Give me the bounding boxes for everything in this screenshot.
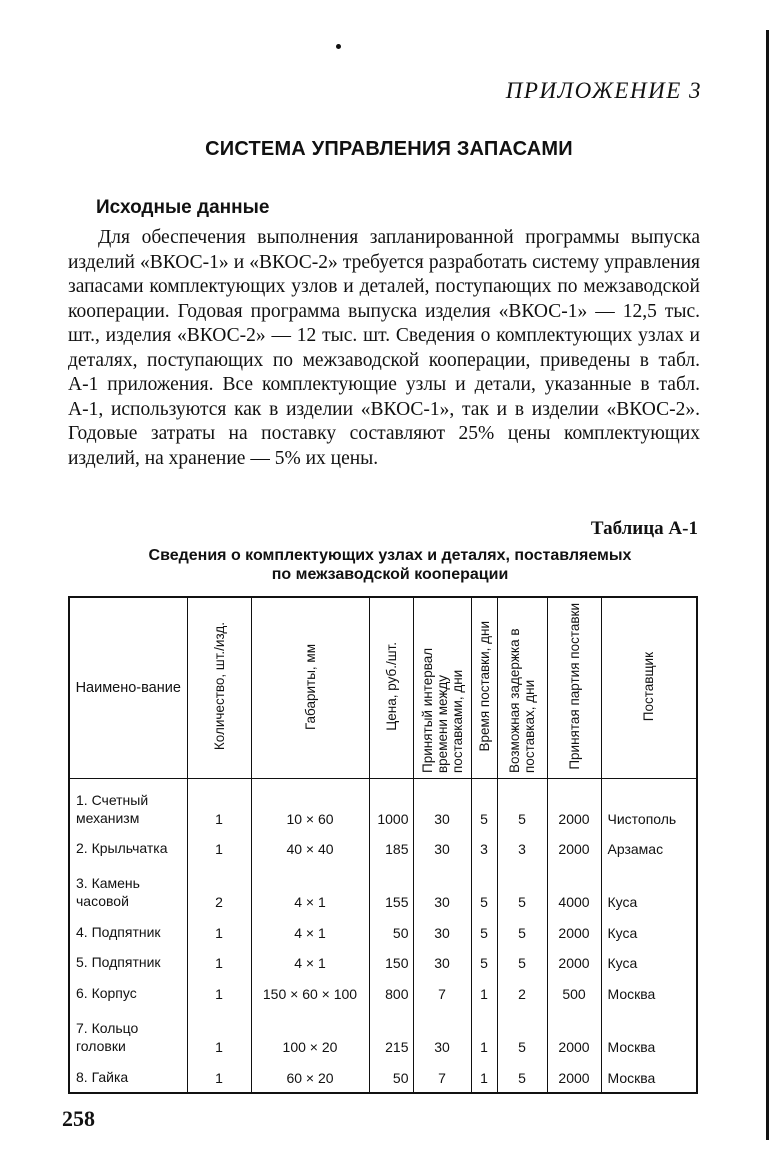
cell-dims: 60 × 20 bbox=[251, 1061, 369, 1093]
cell-price: 50 bbox=[369, 916, 413, 946]
table-row bbox=[69, 977, 697, 1007]
cell-price: 185 bbox=[369, 833, 413, 863]
table-caption-line-2: по межзаводской кооперации bbox=[271, 566, 509, 583]
header-interval-text: Принятый интервал времени между поставками, дни bbox=[419, 647, 465, 773]
cell-supplier: Москва bbox=[601, 1008, 697, 1061]
cell-lead: 5 bbox=[471, 916, 497, 946]
header-lead bbox=[471, 597, 497, 779]
cell-name: 5. Подпятник bbox=[69, 947, 187, 977]
cell-qty: 1 bbox=[187, 916, 251, 946]
cell-dims: 40 × 40 bbox=[251, 833, 369, 863]
page-number: 258 bbox=[62, 1106, 95, 1131]
cell-price: 1000 bbox=[369, 779, 413, 833]
cell-lead: 5 bbox=[471, 779, 497, 833]
cell-lead: 3 bbox=[471, 833, 497, 863]
cell-delay: 2 bbox=[497, 977, 547, 1007]
cell-delay: 3 bbox=[497, 833, 547, 863]
cell-dims: 4 × 1 bbox=[251, 916, 369, 946]
cell-interval: 7 bbox=[413, 977, 471, 1007]
header-dims-text: Габариты, мм bbox=[302, 643, 318, 730]
cell-qty: 1 bbox=[187, 1061, 251, 1093]
header-delay bbox=[497, 597, 547, 779]
cell-price: 50 bbox=[369, 1061, 413, 1093]
cell-delay: 5 bbox=[497, 947, 547, 977]
page-edge-line bbox=[766, 30, 769, 1140]
header-supplier bbox=[601, 597, 697, 779]
cell-lot: 4000 bbox=[547, 863, 601, 916]
cell-name: 1. Счетный механизм bbox=[69, 779, 187, 833]
cell-supplier: Москва bbox=[601, 977, 697, 1007]
table-caption-line-1: Сведения о комплектующих узлах и деталях, поставляемых bbox=[148, 547, 632, 564]
cell-dims: 4 × 1 bbox=[251, 947, 369, 977]
cell-dims: 4 × 1 bbox=[251, 863, 369, 916]
cell-price: 155 bbox=[369, 863, 413, 916]
cell-supplier: Арзамас bbox=[601, 833, 697, 863]
header-qty bbox=[187, 597, 251, 779]
header-qty-text: Количество, шт./изд. bbox=[211, 622, 227, 751]
appendix-header: ПРИЛОЖЕНИЕ 3 bbox=[505, 78, 702, 103]
header-name: Наимено-вание bbox=[69, 597, 187, 779]
cell-interval: 30 bbox=[413, 833, 471, 863]
table-label: Таблица А-1 bbox=[590, 518, 698, 539]
cell-price: 150 bbox=[369, 947, 413, 977]
body-paragraph: Для обеспечения выполнения запланированной программы выпуска изделий «ВКОС-1» и «ВКОС-2» требуется разработать систему управления запасами комплектующих узлов и деталей, поступающих по межзаводской кооперации. Годовая программа выпуска изделия «ВКОС-1» — 12,5 тыс. шт., изделия «ВКОС-2» — 12 тыс. шт. Сведения о комплектующих узлах и деталях, поступающих по межзаводской кооперации, приведены в табл. А-1 приложения. Все комплектующие узлы и детали, указанные в табл. А-1, используются как в изделии «ВКОС-1», так и в изделии «ВКОС-2». Годовые затраты на поставку составляют 25% цены комплектующих изделий, на хранение — 5% их цены. bbox=[68, 227, 700, 469]
cell-lot: 2000 bbox=[547, 1061, 601, 1093]
subheading: Исходные данные bbox=[96, 197, 270, 218]
header-price-text: Цена, руб./шт. bbox=[383, 642, 399, 731]
cell-qty: 1 bbox=[187, 1008, 251, 1061]
cell-lead: 1 bbox=[471, 1008, 497, 1061]
cell-interval: 30 bbox=[413, 1008, 471, 1061]
cell-dims: 150 × 60 × 100 bbox=[251, 977, 369, 1007]
cell-interval: 30 bbox=[413, 779, 471, 833]
cell-supplier: Куса bbox=[601, 916, 697, 946]
table-row bbox=[69, 779, 697, 833]
table-header-row bbox=[69, 597, 697, 779]
cell-delay: 5 bbox=[497, 779, 547, 833]
header-interval bbox=[413, 597, 471, 779]
cell-name: 7. Кольцо головки bbox=[69, 1008, 187, 1061]
cell-price: 800 bbox=[369, 977, 413, 1007]
table-row bbox=[69, 863, 697, 916]
header-lot bbox=[547, 597, 601, 779]
cell-name: 6. Корпус bbox=[69, 977, 187, 1007]
table-row bbox=[69, 916, 697, 946]
table-row bbox=[69, 833, 697, 863]
header-delay-text: Возможная задержка в поставках, дни bbox=[507, 628, 537, 773]
cell-supplier: Куса bbox=[601, 947, 697, 977]
header-dims bbox=[251, 597, 369, 779]
header-lead-text: Время поставки, дни bbox=[476, 621, 492, 752]
cell-interval: 7 bbox=[413, 1061, 471, 1093]
cell-lot: 500 bbox=[547, 977, 601, 1007]
table-row bbox=[69, 1008, 697, 1061]
cell-delay: 5 bbox=[497, 863, 547, 916]
cell-lot: 2000 bbox=[547, 947, 601, 977]
table-caption bbox=[60, 546, 720, 584]
cell-dims: 10 × 60 bbox=[251, 779, 369, 833]
cell-lead: 1 bbox=[471, 1061, 497, 1093]
header-supplier-text: Поставщик bbox=[641, 651, 657, 722]
cell-delay: 5 bbox=[497, 1008, 547, 1061]
cell-lot: 2000 bbox=[547, 916, 601, 946]
cell-qty: 1 bbox=[187, 779, 251, 833]
cell-delay: 5 bbox=[497, 916, 547, 946]
cell-name: 4. Подпятник bbox=[69, 916, 187, 946]
section-title: СИСТЕМА УПРАВЛЕНИЯ ЗАПАСАМИ bbox=[205, 138, 573, 160]
cell-qty: 2 bbox=[187, 863, 251, 916]
cell-name: 3. Камень часовой bbox=[69, 863, 187, 916]
cell-supplier: Москва bbox=[601, 1061, 697, 1093]
cell-qty: 1 bbox=[187, 977, 251, 1007]
header-price bbox=[369, 597, 413, 779]
components-table bbox=[68, 596, 698, 1094]
table-row bbox=[69, 947, 697, 977]
cell-name: 8. Гайка bbox=[69, 1061, 187, 1093]
cell-supplier: Чистополь bbox=[601, 779, 697, 833]
cell-qty: 1 bbox=[187, 947, 251, 977]
cell-interval: 30 bbox=[413, 863, 471, 916]
cell-lot: 2000 bbox=[547, 779, 601, 833]
cell-lead: 5 bbox=[471, 947, 497, 977]
print-speck bbox=[336, 44, 341, 49]
cell-supplier: Куса bbox=[601, 863, 697, 916]
cell-interval: 30 bbox=[413, 947, 471, 977]
cell-name: 2. Крыльчатка bbox=[69, 833, 187, 863]
cell-interval: 30 bbox=[413, 916, 471, 946]
cell-lot: 2000 bbox=[547, 1008, 601, 1061]
table-row bbox=[69, 1061, 697, 1093]
cell-delay: 5 bbox=[497, 1061, 547, 1093]
cell-lot: 2000 bbox=[547, 833, 601, 863]
cell-qty: 1 bbox=[187, 833, 251, 863]
cell-lead: 1 bbox=[471, 977, 497, 1007]
cell-dims: 100 × 20 bbox=[251, 1008, 369, 1061]
cell-price: 215 bbox=[369, 1008, 413, 1061]
cell-lead: 5 bbox=[471, 863, 497, 916]
header-lot-text: Принятая партия поставки bbox=[566, 603, 582, 770]
